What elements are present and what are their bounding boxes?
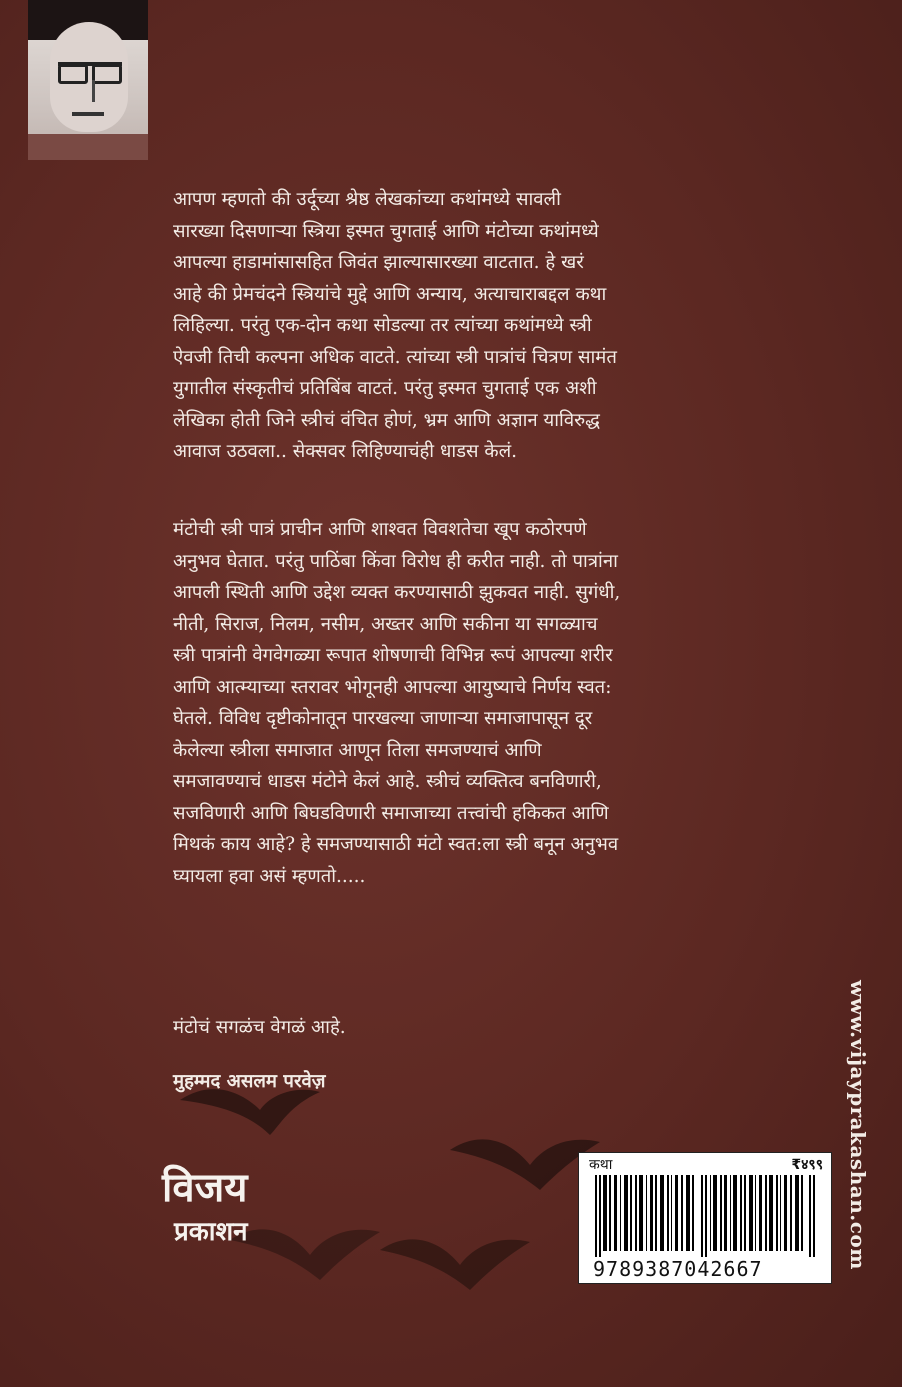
price-label: ₹४९९ bbox=[791, 1157, 823, 1173]
blurb-line: आपल्या हाडामांसासहित जिवंत झाल्यासारख्या वाटतात. हे खरं bbox=[173, 252, 584, 273]
blurb-line: सजविणारी आणि बिघडविणारी समाजाच्या तत्त्वांची हकिकत आणि bbox=[173, 802, 609, 824]
blurb-paragraph-3 bbox=[173, 1012, 823, 1044]
blurb-line: लेखिका होती जिने स्त्रीचं वंचित होणं, भ्रम आणि अज्ञान याविरुद्ध bbox=[173, 409, 600, 431]
blurb-line: सारख्या दिसणाऱ्या स्त्रिया इस्मत चुगताई आणि मंटोच्या कथांमध्ये bbox=[173, 220, 599, 242]
blurb-line: नीती, सिराज, निलम, नसीम, अख्तर आणि सकीना या सगळ्याच bbox=[173, 613, 598, 635]
blurb-line: घ्यायला हवा असं म्हणतो..... bbox=[173, 865, 366, 887]
publisher-website: www.vijayprakashan.com bbox=[846, 980, 870, 1270]
blurb-paragraph-2 bbox=[173, 514, 823, 892]
blurb-line: आणि आत्म्याच्या स्तरावर भोगूनही आपल्या आयुष्याचे निर्णय स्वत: bbox=[173, 676, 612, 698]
genre-label: कथा bbox=[589, 1157, 613, 1173]
author-name: मुहम्मद असलम परवेज़ bbox=[173, 1071, 326, 1092]
logo-main-text: विजय bbox=[162, 1164, 248, 1211]
bird-1 bbox=[180, 1089, 320, 1135]
blurb-paragraph-1 bbox=[173, 184, 823, 468]
blurb-line: लिहिल्या. परंतु एक-दोन कथा सोडल्या तर त्यांच्या कथांमध्ये स्त्री bbox=[173, 315, 592, 336]
blurb-line: घेतले. विविध दृष्टीकोनातून पारखल्या जाणाऱ्या समाजापासून दूर bbox=[173, 708, 593, 729]
blurb-line: आपण म्हणतो की उर्दूच्या श्रेष्ठ लेखकांच्या कथांमध्ये सावली bbox=[173, 189, 561, 210]
logo-sub-text: प्रकाशन bbox=[174, 1217, 248, 1247]
blurb-line: मिथकं काय आहे? हे समजण्यासाठी मंटो स्वत:ला स्त्री बनून अनुभव bbox=[173, 834, 619, 855]
barcode-bars bbox=[593, 1175, 819, 1257]
isbn-number: 9789387042667 bbox=[593, 1257, 763, 1281]
blurb-line: अनुभव घेतात. परंतु पाठिंबा किंवा विरोध ही करीत नाही. तो पात्रांना bbox=[173, 550, 618, 572]
blurb-line: समजावण्याचं धाडस मंटोने केलं आहे. स्त्रीचं व्यक्तित्व बनविणारी, bbox=[173, 771, 602, 792]
blurb-line: केलेल्या स्त्रीला समाजात आणून तिला समजण्याचं आणि bbox=[173, 739, 542, 761]
blurb-line: युगातील संस्कृतीचं प्रतिबिंब वाटतं. परंतु इस्मत चुगताई एक अशी bbox=[173, 378, 597, 399]
blurb-line: आवाज उठवला.. सेक्सवर लिहिण्याचंही धाडस केलं. bbox=[173, 441, 518, 462]
blurb-line: स्त्री पात्रांनी वेगवेगळ्या रूपात शोषणाची विभिन्न रूपं आपल्या शरीर bbox=[173, 645, 613, 666]
barcode-label bbox=[578, 1152, 832, 1284]
blurb-line: आपली स्थिती आणि उद्देश व्यक्त करण्यासाठी झुकवत नाही. सुगंधी, bbox=[173, 582, 621, 603]
blurb-closing-line: मंटोचं सगळंच वेगळं आहे. bbox=[173, 1017, 346, 1038]
author-portrait-image bbox=[28, 0, 148, 160]
bird-3 bbox=[380, 1239, 530, 1290]
blurb-line: ऐवजी तिची कल्पना अधिक वाटते. त्यांच्या स्त्री पात्रांचं चित्रण सामंत bbox=[173, 346, 617, 368]
blurb-line: मंटोची स्त्री पात्रं प्राचीन आणि शाश्वत विवशतेचा खूप कठोरपणे bbox=[173, 519, 587, 540]
blurb-line: आहे की प्रेमचंदने स्त्रियांचे मुद्दे आणि अन्याय, अत्याचाराबद्दल कथा bbox=[173, 283, 607, 305]
publisher-logo bbox=[152, 1160, 278, 1266]
